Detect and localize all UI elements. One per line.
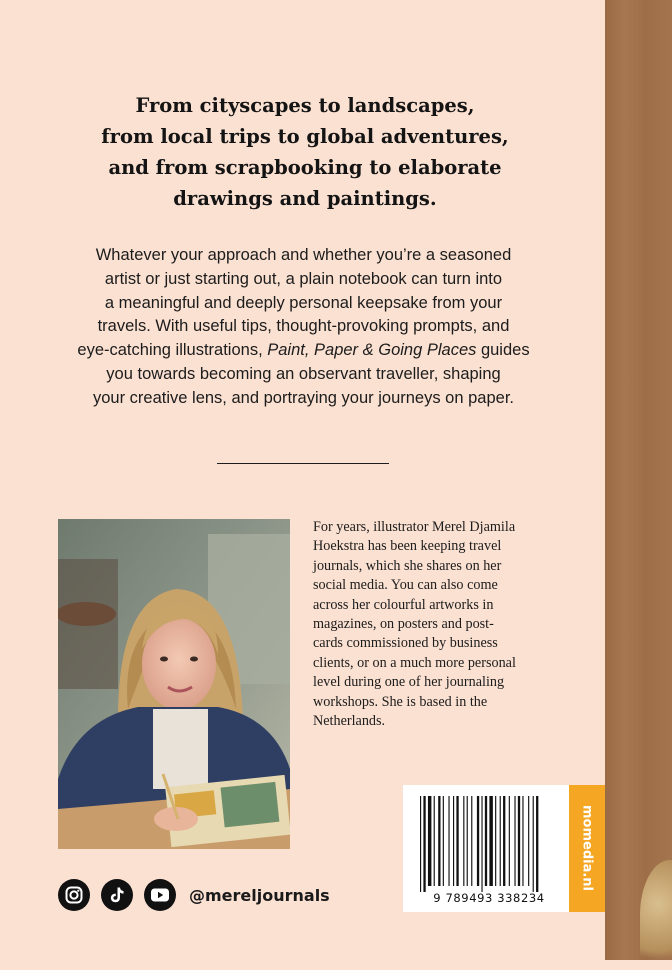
description-line: a meaningful and deeply personal keepsake from your [104, 293, 503, 312]
barcode-bar [456, 796, 458, 886]
barcode-bar [428, 796, 431, 886]
barcode-bar [481, 796, 482, 892]
barcode-bar [518, 796, 520, 886]
barcode-bar [467, 796, 468, 886]
description-line: artist or just starting out, a plain notebook can turn into [104, 269, 503, 288]
barcode-bar [453, 796, 454, 886]
description-text: eye-catching illustrations, [77, 341, 268, 360]
barcode-bar [443, 796, 444, 886]
bio-line: across her colourful artworks in [313, 596, 494, 613]
barcode-bar [485, 796, 487, 886]
barcode-bar [477, 796, 479, 886]
bio-line: clients, or on a much more personal [313, 654, 516, 671]
description-text: guides [476, 341, 530, 360]
barcode-bar [438, 796, 440, 886]
barcode-bar [463, 796, 464, 886]
barcode-bar [503, 796, 505, 886]
bio-line: cards commissioned by business [313, 635, 498, 652]
headline [60, 90, 550, 214]
description-line: you towards becoming an observant traveller, shaping [106, 364, 501, 383]
barcode-bar [533, 796, 534, 892]
headline-line: From cityscapes to landscapes, [135, 94, 475, 117]
barcode-bar [448, 796, 449, 886]
book-title: Paint, Paper & Going Places [267, 341, 477, 360]
headline-line: from local trips to global adventures, [101, 125, 509, 148]
barcode-bar [536, 796, 538, 892]
headline-line: and from scrapbooking to elaborate [108, 156, 502, 179]
barcode-bar [489, 796, 492, 886]
barcode-bar [514, 796, 515, 886]
bio-line: workshops. She is based in the [313, 693, 488, 710]
divider [217, 463, 389, 464]
bio-line: social media. You can also come [313, 577, 498, 594]
description-line: travels. With useful tips, thought-provoking prompts, and [97, 317, 510, 336]
bio-line: magazines, on posters and post- [313, 616, 494, 633]
author-photo [58, 519, 290, 849]
bio-line: Netherlands. [313, 713, 386, 730]
bio-line: level during one of her journaling [313, 674, 505, 691]
youtube-icon[interactable] [144, 879, 176, 911]
barcode-bar [528, 796, 529, 886]
barcode-bar [495, 796, 496, 886]
bio-line: Hoekstra has been keeping travel [313, 538, 502, 555]
book-description [66, 244, 541, 411]
barcode-bar [434, 796, 435, 886]
description-line [66, 339, 541, 363]
barcode-bar [471, 796, 472, 886]
social-links [58, 878, 330, 912]
bio-line: For years, illustrator Merel Djamila [313, 519, 516, 535]
publisher-label: momedia.nl [579, 804, 595, 892]
headline-line: drawings and paintings. [173, 187, 437, 210]
isbn-number: 9 789493 338234 [433, 891, 545, 905]
instagram-icon[interactable] [58, 879, 90, 911]
barcode-bar [423, 796, 425, 892]
tiktok-icon[interactable] [101, 879, 133, 911]
barcode-bar [420, 796, 421, 892]
author-bio [313, 518, 573, 731]
social-handle[interactable]: @mereljournals [189, 885, 330, 905]
barcode-bar [500, 796, 501, 886]
description-line: your creative lens, and portraying your journeys on paper. [93, 388, 514, 407]
bio-line: journals, which she shares on her [313, 557, 502, 574]
barcode-bar [509, 796, 510, 886]
barcode-bar [522, 796, 523, 886]
description-line: Whatever your approach and whether you’re a seasoned [95, 246, 512, 264]
cardboard-background [605, 0, 672, 960]
